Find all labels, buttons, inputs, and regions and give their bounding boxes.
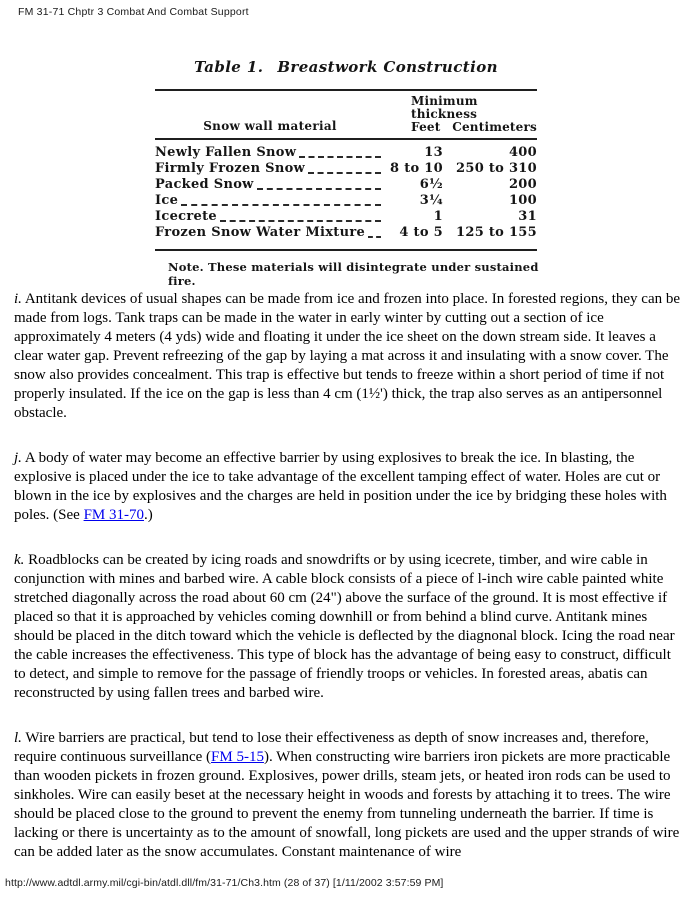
- table-rule-bottom: [155, 249, 537, 251]
- paragraph-text: A body of water may become an effective barrier by using explosives to break the ice. In blasting, the explosive is placed under the ice to take advantage of the excellent tamping effect of water. Holes are cut or blown in the ice by explosives and the charges are held in position under the ice by bridging these holes with poles. (See: [14, 450, 667, 523]
- table-title-text: Breastwork Construction: [277, 58, 498, 76]
- paragraph-text: .): [144, 507, 153, 523]
- dotted-leader: [299, 156, 381, 158]
- paragraph-label: l.: [14, 730, 22, 746]
- feet-cell: 1: [433, 209, 443, 224]
- centimeters-cell: 31: [518, 209, 537, 224]
- feet-cell: 3¼: [419, 193, 443, 208]
- dotted-leader: [308, 172, 381, 174]
- column-header-centimeters: Centimeters: [452, 120, 537, 134]
- column-header-material: Snow wall material: [203, 119, 337, 133]
- link-fm-5-15[interactable]: FM 5-15: [211, 749, 264, 765]
- dotted-leader: [220, 220, 381, 222]
- paragraph-label: k.: [14, 552, 25, 568]
- table-figure: [140, 58, 552, 288]
- print-footer: http://www.adtdl.army.mil/cgi-bin/atdl.dll/fm/31-71/Ch3.htm (28 of 37) [1/11/2002 3:57:59 PM]: [5, 877, 444, 889]
- paragraph-i: [14, 290, 684, 423]
- feet-cell: 6½: [419, 177, 443, 192]
- material-cell: Newly Fallen Snow: [155, 145, 297, 160]
- table-row: [155, 209, 537, 225]
- paragraph-text: Wire barriers are practical, but tend to lose their effectiveness as depth of snow increases and, therefore, require continuous surveillance (: [14, 730, 649, 765]
- feet-cell: 8 to 10: [390, 161, 443, 176]
- table-row: [155, 225, 537, 241]
- centimeters-cell: 250 to 310: [456, 161, 537, 176]
- table-title: [155, 58, 537, 76]
- paragraph-label: i.: [14, 291, 22, 307]
- table-row: [155, 145, 537, 161]
- material-cell: Ice: [155, 193, 179, 208]
- material-cell: Icecrete: [155, 209, 217, 224]
- paragraph-label: j.: [14, 450, 22, 466]
- paragraph-j: [14, 449, 684, 525]
- paragraph-k: [14, 551, 684, 703]
- table-body: [155, 140, 537, 249]
- breastwork-table: [155, 89, 537, 251]
- column-header-minimum-thickness: Minimum thickness: [411, 94, 478, 121]
- centimeters-cell: 125 to 155: [456, 225, 537, 240]
- table-row: [155, 193, 537, 209]
- print-header: FM 31-71 Chptr 3 Combat And Combat Support: [18, 6, 249, 18]
- material-cell: Firmly Frozen Snow: [155, 161, 306, 176]
- column-header-group-block: [385, 95, 537, 134]
- table-title-label: Table 1.: [194, 58, 264, 76]
- dotted-leader: [257, 188, 381, 190]
- centimeters-cell: 100: [508, 193, 537, 208]
- paragraph-l: [14, 729, 684, 862]
- document-body: [14, 290, 684, 888]
- centimeters-cell: 200: [508, 177, 537, 192]
- table-note: Note. These materials will disintegrate under sustained fire.: [168, 260, 539, 288]
- centimeters-cell: 400: [508, 145, 537, 160]
- feet-cell: 13: [424, 145, 443, 160]
- paragraph-text: Antitank devices of usual shapes can be made from ice and frozen into place. In forested regions, they can be made from logs. Tank traps can be made in the water in early winter by cutting out a section of ice approximately 4 meters (4 yds) wide and floating it under the ice sheet on the down stream side. It leaves a clear water gap. Prevent refreezing of the gap by laying a mat across it and insulating with a snow cover. The snow also provides concealment. This trap is effective but tends to freeze within a short period of time if not properly insulated. If the ice on the gap is less than 4 cm (1½') thick, the trap also serves as an antipersonnel obstacle.: [14, 291, 681, 421]
- material-cell: Packed Snow: [155, 177, 254, 192]
- dotted-leader: [368, 236, 381, 238]
- dotted-leader: [181, 204, 381, 206]
- material-cell: Frozen Snow Water Mixture: [155, 225, 366, 240]
- paragraph-text: ). When constructing wire barriers iron pickets are more practicable than wooden pickets in frozen ground. Explosives, power drills, steam jets, or heated iron rods can be used to sinkholes. Wire can easily beset at the necessary height in woods and forests by attaching it to trees. The wire should be placed close to the ground to prevent the enemy from tunneling underneath the barrier. If time is lacking or there is uncertainty as to the amount of snowfall, long pickets are used and the upper strands of wire can be added later as the snow accumulates. Constant maintenance of wire: [14, 749, 680, 860]
- table-header-row: [155, 91, 537, 138]
- table-row: [155, 177, 537, 193]
- link-fm-31-70[interactable]: FM 31-70: [83, 507, 145, 523]
- feet-cell: 4 to 5: [399, 225, 443, 240]
- table-row: [155, 161, 537, 177]
- paragraph-text: Roadblocks can be created by icing roads and snowdrifts or by using icecrete, timber, and wire cable in conjunction with mines and barbed wire. A cable block consists of a piece of l-inch wire cable painted white stretched diagonally across the road about 60 cm (24") above the surface of the ground. It is most effective if placed so that it is approached by vehicles coming downhill or from behind a blind curve. Antitank mines should be placed in the ditch toward which the vehicle is deflected by the diagnonal block. Icing the road near the cable increases the effectiveness. This type of block has the advantage of being easy to construct, difficult to detect, and simple to remove for the passage of friendly troops or vehicles. In forested areas, abatis can reconstructed by using fallen trees and barbed wire.: [14, 552, 675, 701]
- column-header-feet: Feet: [411, 120, 441, 134]
